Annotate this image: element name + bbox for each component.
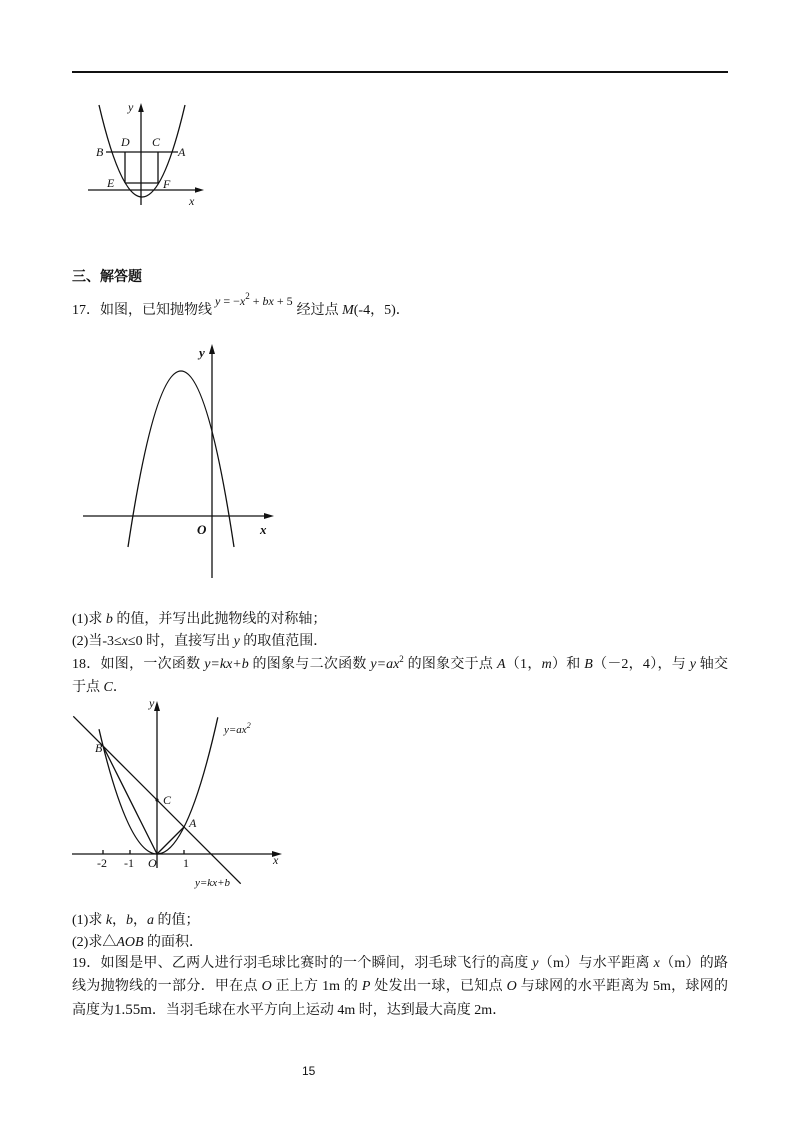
q18-stem-line1 xyxy=(72,655,728,675)
q17-part2 xyxy=(72,632,327,652)
math-variable: x xyxy=(239,294,246,308)
math-variable: b xyxy=(105,612,113,627)
q17-stem-after xyxy=(297,303,410,318)
text-run: 与球网的水平距离为 5m，球网的 xyxy=(516,979,729,994)
y-axis-arrow-icon xyxy=(138,103,144,112)
point-label-B: B xyxy=(96,145,104,159)
x-axis-arrow-icon xyxy=(264,513,274,519)
text-run: ．当羽毛球在水平方向上运动 4m 时，达到最大高度 2m． xyxy=(151,1003,507,1018)
axis-label-x: x xyxy=(273,853,279,867)
math-variable: M xyxy=(342,303,354,318)
math-variable: O xyxy=(261,979,272,994)
text-run: 经过点 xyxy=(296,303,343,318)
math-variable: b xyxy=(126,913,134,928)
tick-label-neg2: -2 xyxy=(97,856,107,870)
segment-OB xyxy=(103,746,157,854)
text-run: （1， xyxy=(505,657,542,672)
text-run: 处发出一球，已知点 xyxy=(370,979,507,994)
text-run: ≤0 时，直接写出 xyxy=(127,634,234,649)
math-variable: y xyxy=(532,956,539,971)
point-label-F: F xyxy=(163,177,171,191)
q19-line1 xyxy=(72,954,728,974)
math-variable: AOB xyxy=(116,935,144,950)
point-label-A: A xyxy=(189,816,197,830)
point-C-dot xyxy=(155,798,158,801)
text-run: ． xyxy=(112,680,127,695)
q17-formula xyxy=(215,291,293,308)
math-variable: O xyxy=(506,979,517,994)
math-variable: y xyxy=(689,657,696,672)
point-label-D: D xyxy=(121,135,130,149)
axis-label-y: y xyxy=(149,696,155,710)
q18-part2 xyxy=(72,933,203,953)
point-label-B: B xyxy=(95,741,103,755)
q17-stem-before: 17．如图，已知抛物线 xyxy=(72,303,212,318)
point-label-C: C xyxy=(152,135,161,149)
math-variable: P xyxy=(361,979,371,994)
parabola-label-exponent: 2 xyxy=(246,721,251,730)
q19-line2 xyxy=(72,977,728,997)
superscript: 2 xyxy=(245,291,250,301)
axis-label-y: y xyxy=(199,345,205,360)
point-label-C: C xyxy=(163,793,172,807)
q18-stem-line2 xyxy=(72,678,127,698)
origin-label: O xyxy=(197,522,207,537)
math-variable: a xyxy=(147,913,155,928)
text-run: 轴交 xyxy=(696,657,729,672)
text-run: + 5 xyxy=(273,294,293,308)
math-variable: bx xyxy=(262,294,274,308)
y-axis-arrow-icon xyxy=(154,701,160,711)
math-variable: x xyxy=(653,956,660,971)
parabola-curve xyxy=(99,717,218,854)
origin-label: O xyxy=(148,856,157,870)
page-number: 15 xyxy=(302,1064,316,1078)
math-variable: y xyxy=(233,634,240,649)
math-variable: y=kx+b xyxy=(204,657,249,672)
math-variable: k xyxy=(105,913,113,928)
parabola-label xyxy=(223,721,251,736)
math-variable: y xyxy=(215,294,221,308)
figure-parabola-rectangle xyxy=(85,96,210,211)
header-rule xyxy=(72,71,728,73)
text-run: = − xyxy=(220,294,240,308)
text-run: 的值，并写出此抛物线的对称轴； xyxy=(112,612,327,627)
math-variable: m xyxy=(541,657,552,672)
text-run: （－2，4），与 xyxy=(592,657,690,672)
parabola-curve xyxy=(128,371,234,547)
line-label: y=kx+b xyxy=(195,877,230,889)
text-run: （m）与水平距离 xyxy=(538,956,654,971)
text-run: 正上方 1m 的 xyxy=(271,979,362,994)
figure-q17-parabola xyxy=(80,340,280,582)
text-run: (2)当-3≤ xyxy=(72,634,122,649)
text-run: 的图象交于点 xyxy=(403,657,497,672)
text-run: ）和 xyxy=(551,657,585,672)
text-run: 于点 xyxy=(72,680,104,695)
text-run: 线为抛物线的一部分．甲在点 xyxy=(72,979,262,994)
text-run: ， xyxy=(133,913,148,928)
axis-label-x: x xyxy=(260,522,267,537)
text-run: (-4，5)． xyxy=(353,303,410,318)
text-run: (1)求 xyxy=(72,913,106,928)
text-run: 的面积． xyxy=(143,935,204,950)
text-run: 18．如图，一次函数 xyxy=(72,657,205,672)
point-label-A: A xyxy=(178,145,186,159)
tick-label-1: 1 xyxy=(183,856,189,870)
text-run: 的值； xyxy=(154,913,200,928)
axis-label-y: y xyxy=(128,100,134,114)
superscript: 2 xyxy=(399,654,404,664)
parabola-label-base: y=ax xyxy=(224,724,247,736)
q18-part1 xyxy=(72,911,200,931)
q17-part1 xyxy=(72,610,326,630)
math-variable: A xyxy=(496,657,506,672)
q19-line3 xyxy=(72,1000,506,1020)
segment-OA xyxy=(157,827,184,854)
text-run: 的图象与二次函数 xyxy=(248,657,371,672)
text-run: + xyxy=(249,294,263,308)
point-label-E: E xyxy=(107,176,115,190)
math-variable: B xyxy=(584,657,593,672)
text-run: （m）的路 xyxy=(659,956,729,971)
text-run: ， xyxy=(112,913,127,928)
math-variable: x xyxy=(121,634,128,649)
y-axis-arrow-icon xyxy=(209,344,215,354)
q17-stem xyxy=(72,291,410,320)
text-run: 1.55m xyxy=(114,1002,152,1018)
text-run: 高度为 xyxy=(72,1003,114,1018)
figure-q18-parabola-line xyxy=(68,696,288,892)
x-axis-arrow-icon xyxy=(195,187,204,193)
axis-label-x: x xyxy=(189,194,195,208)
text-run: (1)求 xyxy=(72,612,106,627)
text-run: 19．如图是甲、乙两人进行羽毛球比赛时的一个瞬间，羽毛球飞行的高度 xyxy=(72,956,533,971)
tick-label-neg1: -1 xyxy=(124,856,134,870)
section-heading: 三、解答题 xyxy=(72,270,142,285)
math-variable: C xyxy=(103,680,113,695)
math-variable: y=ax xyxy=(370,657,400,672)
text-run: 的取值范围． xyxy=(239,634,328,649)
text-run: (2)求△ xyxy=(72,935,117,950)
